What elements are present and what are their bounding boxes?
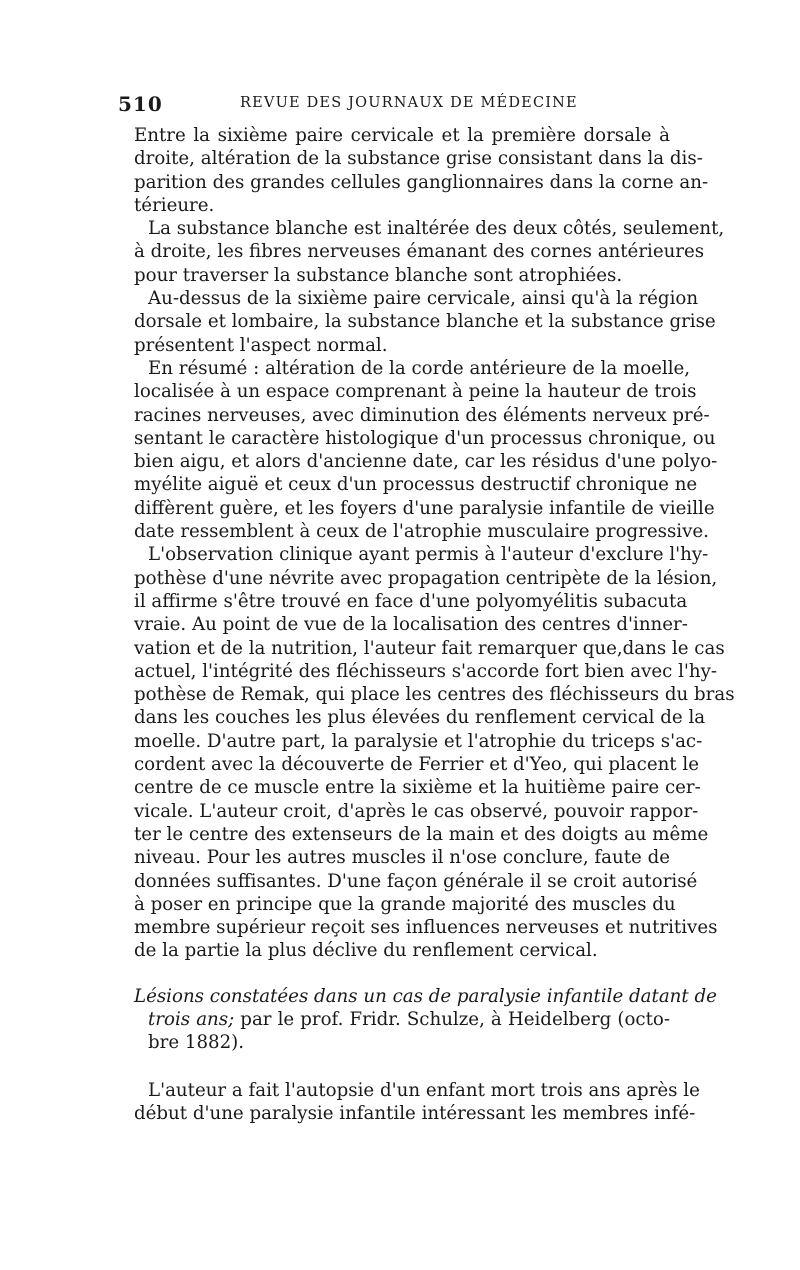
text-line: membre supérieur reçoit ses influences nerveuses et nutritives	[134, 917, 718, 939]
page-header	[118, 92, 680, 116]
text-line: présentent l'aspect normal.	[134, 334, 388, 356]
text-line: L'observation clinique ayant permis à l'auteur d'exclure l'hy-	[148, 544, 709, 566]
paragraph	[134, 1079, 700, 1126]
text-line: térieure.	[134, 194, 215, 216]
citation-author: par le prof. Fridr. Schulze, à Heidelberg (octo-	[234, 1008, 671, 1030]
citation-line: bre 1882).	[148, 1032, 245, 1054]
running-head: REVUE DES JOURNAUX DE MÉDECINE	[240, 95, 578, 111]
text-line: Entre la sixième paire cervicale et la première dorsale à	[134, 125, 670, 146]
body-text	[134, 124, 735, 1125]
text-line: à droite, les fibres nerveuses émanant des cornes antérieures	[134, 241, 705, 263]
paragraph	[134, 357, 718, 543]
section-gap	[134, 1055, 670, 1079]
page-number: 510	[118, 92, 163, 116]
text-line: L'auteur a fait l'autopsie d'un enfant mort trois ans après le	[148, 1079, 700, 1101]
text-line: ter le centre des extenseurs de la main et des doigts au même	[134, 823, 709, 845]
text-line: myélite aiguë et ceux d'un processus destructif chronique ne	[134, 474, 698, 496]
text-line: parition des grandes cellules ganglionnaires dans la corne an-	[134, 171, 709, 193]
text-line: droite, altération de la substance grise consistant dans la dis-	[134, 148, 703, 170]
text-line: niveau. Pour les autres muscles il n'ose conclure, faute de	[134, 847, 670, 869]
citation-title-end: trois ans;	[148, 1008, 235, 1030]
section-gap	[134, 963, 670, 985]
text-line: actuel, l'intégrité des fléchisseurs s'accorde fort bien avec l'hy-	[134, 660, 718, 682]
text-line: vraie. Au point de vue de la localisation des centres d'inner-	[134, 614, 688, 636]
text-line: il affirme s'être trouvé en face d'une polyomyélitis subacuta	[134, 590, 688, 612]
text-line: vicale. L'auteur croit, d'après le cas observé, pouvoir rappor-	[134, 800, 699, 822]
text-line: pothèse de Remak, qui place les centres des fléchisseurs du bras	[134, 684, 735, 706]
text-line: vation et de la nutrition, l'auteur fait remarquer que,dans le cas	[134, 637, 725, 659]
text-line: date ressemblent à ceux de l'atrophie musculaire progressive.	[134, 521, 709, 543]
text-line: moelle. D'autre part, la paralysie et l'atrophie du triceps s'ac-	[134, 730, 703, 752]
text-line: centre de ce muscle entre la sixième et la huitième paire cer-	[134, 777, 701, 799]
text-line: de la partie la plus déclive du renflement cervical.	[134, 940, 598, 962]
article-citation	[134, 985, 717, 1055]
text-line: racines nerveuses, avec diminution des éléments nerveux pré-	[134, 404, 710, 426]
text-line: Au-dessus de la sixième paire cervicale, ainsi qu'à la région	[148, 288, 699, 310]
text-line: dorsale et lombaire, la substance blanche et la substance grise	[134, 311, 716, 333]
paragraph	[134, 124, 709, 217]
text-line: pour traverser la substance blanche sont atrophiées.	[134, 264, 623, 286]
text-line: pothèse d'une névrite avec propagation centripète de la lésion,	[134, 567, 718, 589]
text-line: données suffisantes. D'une façon générale il se croit autorisé	[134, 870, 698, 892]
citation-line	[134, 985, 717, 1008]
text-line: à poser en principe que la grande majorité des muscles du	[134, 893, 676, 915]
text-line: La substance blanche est inaltérée des deux côtés, seulement,	[148, 218, 725, 240]
text-line: En résumé : altération de la corde antérieure de la moelle,	[148, 357, 691, 379]
text-line: bien aigu, et alors d'ancienne date, car les résidus d'une polyo-	[134, 451, 718, 473]
citation-line	[134, 1008, 670, 1031]
text-line: cordent avec la découverte de Ferrier et d'Yeo, qui placent le	[134, 754, 699, 776]
text-line: localisée à un espace comprenant à peine la hauteur de trois	[134, 381, 697, 403]
citation-title: Lésions constatées dans un cas de paralysie infantile datant de	[134, 985, 717, 1007]
text-line: diffèrent guère, et les foyers d'une paralysie infantile de vieille	[134, 497, 715, 519]
paragraph	[134, 217, 725, 287]
text-line: début d'une paralysie infantile intéressant les membres infé-	[134, 1102, 696, 1124]
text-line: sentant le caractère histologique d'un processus chronique, ou	[134, 427, 716, 449]
text-line: dans les couches les plus élevées du renflement cervical de la	[134, 707, 706, 729]
paragraph	[134, 543, 735, 962]
paragraph	[134, 287, 716, 357]
